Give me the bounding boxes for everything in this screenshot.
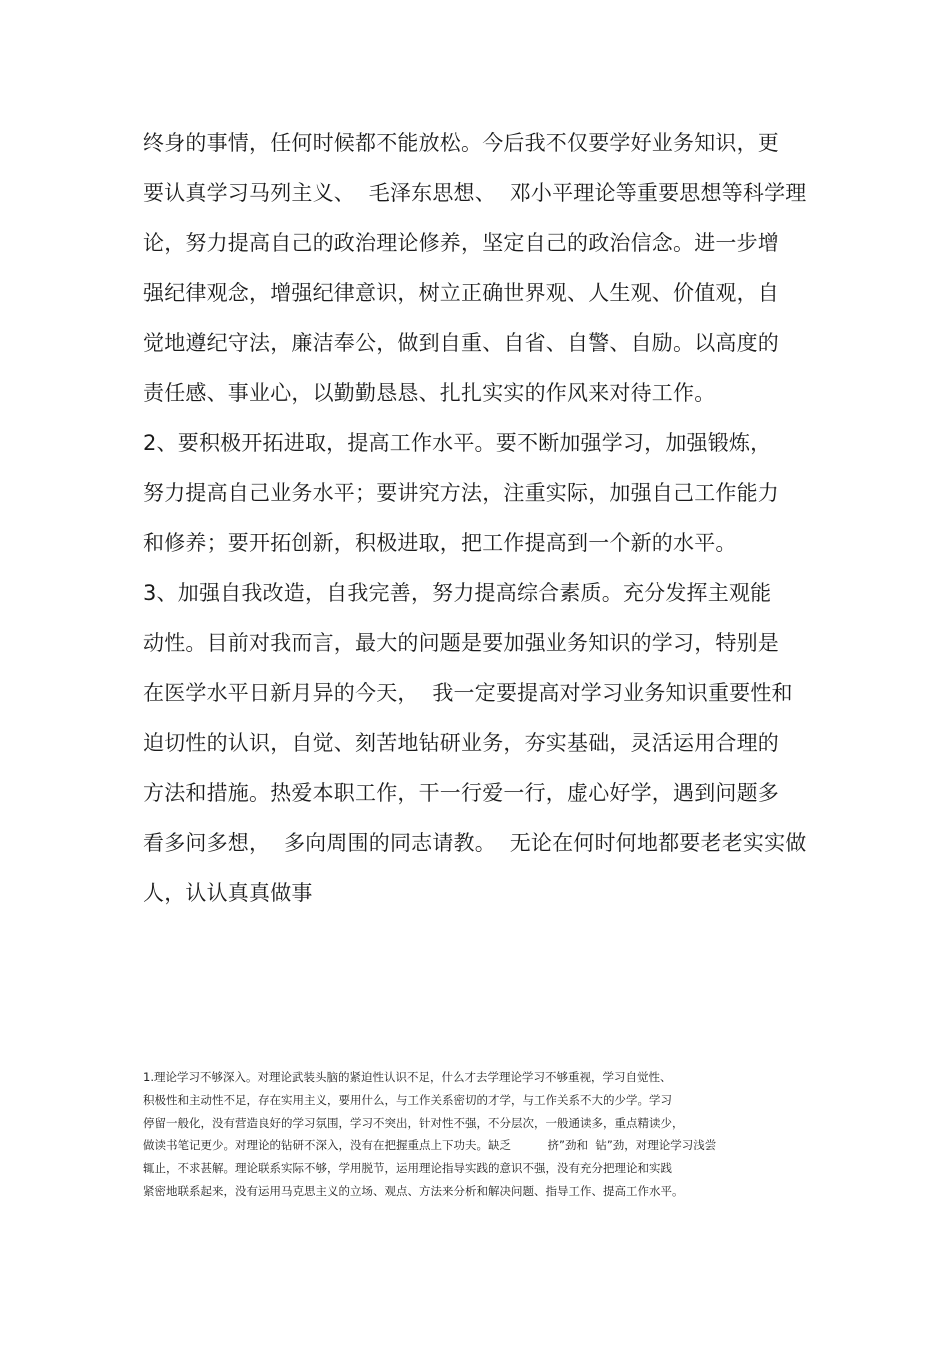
footnote-line: 1.理论学习不够深入。对理论武装头脑的紧迫性认识不足，什么才去学理论学习不够重视，学习自觉性、	[143, 1070, 672, 1084]
body-line: 和修养；要开拓创新，积极进取，把工作提高到一个新的水平。	[143, 531, 737, 555]
footnote-line: 做读书笔记更少。对理论的钻研不深入，没有在把握重点上下功夫。缺乏 挤”劲和 钻”劲，对理论学习浅尝	[143, 1138, 717, 1153]
footnote-line: 停留一般化，没有营造良好的学习氛围，学习不突出，针对性不强，不分层次，一般通读多，重点精读少，	[143, 1115, 684, 1130]
footnote-line: 积极性和主动性不足，存在实用主义，要用什么，与工作关系密切的才学，与工作关系不大的少学。学习	[143, 1092, 672, 1107]
body-line: 迫切性的认识，自觉、刻苦地钻研业务，夯实基础，灵活运用合理的	[143, 731, 779, 755]
body-line: 觉地遵纪守法，廉洁奉公，做到自重、自省、自警、自励。以高度的	[143, 331, 779, 355]
body-line: 在医学水平日新月异的今天， 我一定要提高对学习业务知识重要性和	[143, 681, 793, 705]
body-line: 方法和措施。热爱本职工作，干一行爱一行，虚心好学，遇到问题多	[143, 781, 779, 805]
body-line-item-3: 3、加强自我改造，自我完善，努力提高综合素质。充分发挥主观能	[143, 581, 772, 605]
main-body-text	[143, 118, 843, 918]
body-line: 论，努力提高自己的政治理论修养，坚定自己的政治信念。进一步增	[143, 231, 779, 255]
body-line: 终身的事情，任何时候都不能放松。今后我不仅要学好业务知识，更	[143, 131, 779, 155]
footnote-line: 紧密地联系起来，没有运用马克思主义的立场、观点、方法来分析和解决问题、指导工作、提高工作水平。	[143, 1183, 684, 1198]
body-line: 要认真学习马列主义、 毛泽东思想、 邓小平理论等重要思想等科学理	[143, 181, 807, 205]
body-line: 强纪律观念，增强纪律意识，树立正确世界观、人生观、价值观，自	[143, 281, 779, 305]
footnote-text	[143, 1066, 843, 1203]
body-line: 动性。目前对我而言，最大的问题是要加强业务知识的学习，特别是	[143, 631, 779, 655]
body-line: 责任感、事业心，以勤勤恳恳、扎扎实实的作风来对待工作。	[143, 381, 716, 405]
body-line: 看多问多想， 多向周围的同志请教。 无论在何时何地都要老老实实做	[143, 831, 807, 855]
body-line-item-2: 2、要积极开拓进取，提高工作水平。要不断加强学习，加强锻炼，	[143, 431, 772, 455]
body-line: 努力提高自己业务水平；要讲究方法，注重实际，加强自己工作能力	[143, 481, 779, 505]
body-line: 人，认认真真做事	[143, 881, 313, 905]
footnote-line: 辄止，不求甚解。理论联系实际不够，学用脱节，运用理论指导实践的意识不强，没有充分把理论和实践	[143, 1161, 672, 1176]
